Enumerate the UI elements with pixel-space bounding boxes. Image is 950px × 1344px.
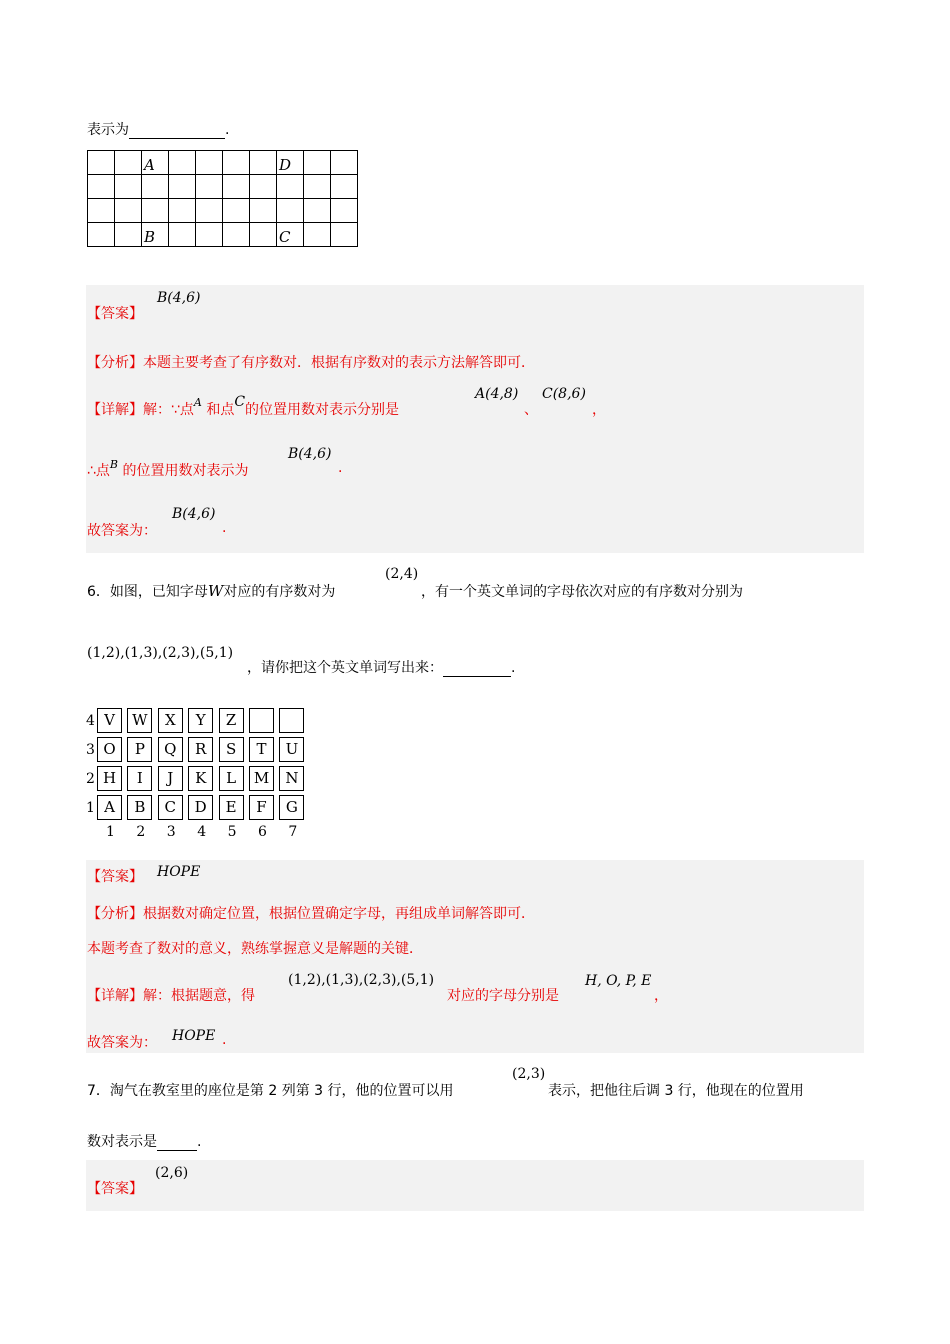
q6-detail-pairs: (1,2),(1,3),(2,3),(5,1) xyxy=(288,972,435,988)
grid-cell xyxy=(277,175,304,199)
letter-box: Q xyxy=(158,737,183,762)
grid-cell xyxy=(223,199,250,223)
q6-analysis xyxy=(87,903,535,923)
q5-point-b: B xyxy=(109,458,119,471)
q6-detail-label: 【详解】 xyxy=(87,988,143,1004)
grid-cell xyxy=(223,223,250,247)
grid-cell xyxy=(304,199,331,223)
letter-box: L xyxy=(219,766,244,791)
q6-stem-line1 xyxy=(87,581,335,601)
q5-stem-suffix: . xyxy=(225,122,230,138)
q7-answer-panel xyxy=(86,1160,864,1211)
col-label: 7 xyxy=(288,824,298,840)
grid-row xyxy=(88,199,358,223)
grid-cell xyxy=(88,199,115,223)
q6-answer-blank xyxy=(443,660,511,677)
q7-stem-line1 xyxy=(87,1080,454,1100)
q6-analysis-label: 【分析】 xyxy=(87,906,143,922)
q5-final-prefix: 故答案为： xyxy=(87,523,157,539)
col-label: 6 xyxy=(258,824,267,840)
grid-cell xyxy=(277,199,304,223)
q6-answer-value: HOPE xyxy=(157,864,201,880)
q6-text-end: . xyxy=(511,660,516,676)
q5-final-period: . xyxy=(222,520,227,536)
letter-box: S xyxy=(219,737,244,762)
q6-final-prefix: 故答案为： xyxy=(87,1035,157,1051)
row-label: 2 xyxy=(86,771,95,787)
letter-box: G xyxy=(279,795,304,820)
letter-box: P xyxy=(127,737,152,762)
letter-box: V xyxy=(97,708,122,733)
grid-cell xyxy=(223,175,250,199)
q6-number: 6 xyxy=(87,584,96,600)
q5-detail-label: 【详解】 xyxy=(87,402,143,418)
grid-cell xyxy=(169,199,196,223)
q5-detail-line xyxy=(87,394,400,419)
q6-pairs: (1,2),(1,3),(2,3),(5,1) xyxy=(87,645,234,661)
col-label: 4 xyxy=(197,824,207,840)
grid-cell xyxy=(169,175,196,199)
letter-box: D xyxy=(188,795,213,820)
grid-cell xyxy=(196,151,223,175)
grid-cell xyxy=(331,151,358,175)
q5-therefore-2: 的位置用数对表示为 xyxy=(122,463,249,479)
grid-cell xyxy=(331,175,358,199)
q7-answer-label: 【答案】 xyxy=(87,1181,143,1197)
grid-cell: C xyxy=(277,223,304,247)
row-label: 1 xyxy=(86,800,95,816)
grid-cell xyxy=(196,199,223,223)
q5-separator: 、 xyxy=(524,402,538,418)
grid-cell xyxy=(331,223,358,247)
grid-cell xyxy=(304,223,331,247)
letter-box: Z xyxy=(219,708,244,733)
grid-cell xyxy=(169,151,196,175)
grid-cell xyxy=(250,151,277,175)
q5-detail-text-3: 的位置用数对表示分别是 xyxy=(245,402,400,418)
grid-cell xyxy=(142,199,169,223)
row-label: 3 xyxy=(86,742,95,758)
q5-analysis xyxy=(87,352,535,372)
q6-text-2: 对应的有序数对为 xyxy=(223,584,336,600)
q6-analysis-text: 根据数对确定位置，根据位置确定字母，再组成单词解答即可． xyxy=(143,906,535,922)
q5-answer-value: B(4,6) xyxy=(157,290,201,306)
q6-final-period: . xyxy=(222,1032,227,1048)
letter-box: X xyxy=(158,708,183,733)
grid-cell xyxy=(196,223,223,247)
q6-comma: ， xyxy=(654,988,668,1004)
letter-box: Y xyxy=(188,708,213,733)
grid-cell xyxy=(142,175,169,199)
grid-row xyxy=(88,223,358,247)
letter-box: W xyxy=(127,708,152,733)
letter-box: T xyxy=(249,737,274,762)
grid-cell xyxy=(250,223,277,247)
grid-cell xyxy=(88,223,115,247)
grid-cell xyxy=(223,151,250,175)
grid-cell xyxy=(115,175,142,199)
q7-answer-blank xyxy=(157,1134,197,1151)
grid-cell xyxy=(88,175,115,199)
grid-row xyxy=(88,151,358,175)
grid-row xyxy=(88,175,358,199)
grid-cell: B xyxy=(142,223,169,247)
q5-point-a: A xyxy=(193,396,202,409)
grid-cell xyxy=(250,199,277,223)
letter-box: I xyxy=(127,766,152,791)
col-label: 3 xyxy=(166,824,176,840)
q6-letter-w: W xyxy=(207,582,224,600)
grid-cell xyxy=(196,175,223,199)
letter-box xyxy=(279,708,304,733)
q5-coord-b: B(4,6) xyxy=(288,446,332,462)
grid-cell: A xyxy=(142,151,169,175)
row-label: 4 xyxy=(86,713,95,729)
q5-final-answer: B(4,6) xyxy=(172,506,216,522)
q5-comma: ， xyxy=(592,402,606,418)
letter-box: H xyxy=(97,766,122,791)
grid-cell xyxy=(169,223,196,247)
letter-box: C xyxy=(158,795,183,820)
q7-line2-end: . xyxy=(197,1134,202,1150)
q7-answer-value: (2,6) xyxy=(155,1165,189,1181)
q5-point-c: C xyxy=(234,394,246,410)
q6-stem-line2 xyxy=(247,657,515,677)
q5-therefore-line xyxy=(87,460,248,480)
grid-cell xyxy=(304,175,331,199)
grid-cell xyxy=(88,151,115,175)
q6-text-4: ，请你把这个英文单词写出来： xyxy=(247,660,443,676)
q7-coord: (2,3) xyxy=(512,1066,546,1082)
grid-cell xyxy=(250,175,277,199)
letter-box: M xyxy=(249,766,274,791)
q6-detail-line xyxy=(87,985,255,1005)
q7-text-1: ．淘气在教室里的座位是第 2 列第 3 行，他的位置可以用 xyxy=(95,1083,454,1099)
grid-cell xyxy=(115,223,142,247)
letter-box: A xyxy=(97,795,122,820)
q6-w-coord: (2,4) xyxy=(385,566,419,582)
q6-letters: H, O, P, E xyxy=(585,973,652,989)
q5-detail-text-2: 和点 xyxy=(206,402,235,418)
col-label: 2 xyxy=(136,824,146,840)
letter-box: E xyxy=(219,795,244,820)
q5-answer-label: 【答案】 xyxy=(87,306,143,322)
q5-stem-tail xyxy=(87,119,229,139)
q5-therefore-1: ∴点 xyxy=(87,463,110,479)
grid-cell xyxy=(115,199,142,223)
q7-line2: 数对表示是 xyxy=(87,1134,157,1150)
q5-analysis-label: 【分析】 xyxy=(87,355,143,371)
grid-cell xyxy=(115,151,142,175)
q6-text-1: ．如图，已知字母 xyxy=(95,584,208,600)
q6-final-answer: HOPE xyxy=(172,1028,216,1044)
q6-text-3: ，有一个英文单词的字母依次对应的有序数对分别为 xyxy=(421,584,743,600)
q7-stem-line2 xyxy=(87,1131,201,1151)
q6-detail-text-2: 对应的字母分别是 xyxy=(447,988,559,1004)
q5-coord-c: C(8,6) xyxy=(542,386,586,402)
answer-blank xyxy=(129,122,225,139)
letter-box xyxy=(249,708,274,733)
col-label: 1 xyxy=(106,824,115,840)
grid-cell: D xyxy=(277,151,304,175)
q7-text-2: 表示，把他往后调 3 行，他现在的位置用 xyxy=(548,1083,804,1099)
q5-period: . xyxy=(338,460,343,476)
letter-box: B xyxy=(127,795,152,820)
col-label: 5 xyxy=(227,824,237,840)
q5-coord-a: A(4,8) xyxy=(475,386,519,402)
q6-analysis-2: 本题考查了数对的意义，熟练掌握意义是解题的关键． xyxy=(87,941,423,957)
grid-cell xyxy=(304,151,331,175)
point-grid xyxy=(87,150,358,247)
grid-cell xyxy=(331,199,358,223)
letter-box: F xyxy=(249,795,274,820)
q6-answer-label: 【答案】 xyxy=(87,869,143,885)
letter-box: K xyxy=(188,766,213,791)
q5-stem-prefix: 表示为 xyxy=(87,122,129,138)
q6-detail-text-1: 解：根据题意，得 xyxy=(143,988,255,1004)
q5-analysis-text: 本题主要考查了有序数对．根据有序数对的表示方法解答即可． xyxy=(143,355,535,371)
letter-box: J xyxy=(158,766,183,791)
q7-number: 7 xyxy=(87,1083,96,1099)
letter-box: O xyxy=(97,737,122,762)
letter-box: R xyxy=(188,737,213,762)
letter-box: U xyxy=(279,737,304,762)
q5-detail-text-1: 解：∵点 xyxy=(143,402,194,418)
letter-box: N xyxy=(279,766,304,791)
